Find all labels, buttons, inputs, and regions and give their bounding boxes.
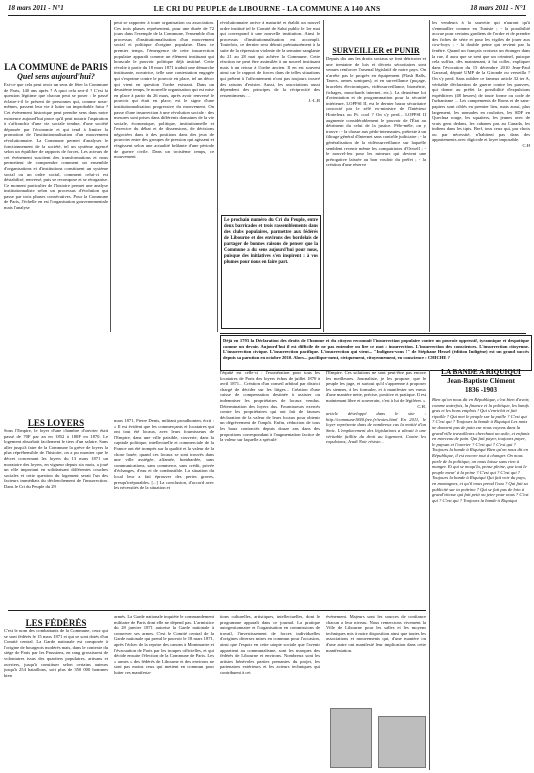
article-body: l'Empire. Ces solutions ne sont peut-être pas encore les meilleures. Journaliste, je les propose, que le peuple les juge, et surtout qu'il s'apprenne à proposer les siennes, à les formuler, et à manifester ses vœux d'une manière nette, précise, positive et pratique. Il est maintenant libre et souverain, c'est à lui de légiférer. » — [326, 370, 426, 403]
article-body: tions culturelles, artistiques, intellectuelles, dont le programme apparaît dans ce journal. La pratique autogestionnaire et l'organisation en commissions de travail, l'investissement de forces individuelles d'origines diverses mises en commun pour l'occasion, ainsi que l'espoir en cette utopie sociale que l'avenir appartient au communalisme, sont les marques des fédérés de Libourne et environs. Nombreux sont les artistes bénévoles parties prenantes du projet, les partenaires extérieurs et les acteurs techniques qui contribuent à cet — [220, 614, 320, 675]
poem-bande-riquiqui — [432, 368, 530, 772]
article-federes-col3 — [220, 614, 320, 770]
article-signature: C.H — [522, 143, 530, 149]
article-surveiller-punir — [326, 46, 426, 332]
article-loyers-col2 — [114, 418, 214, 608]
article-body: Depuis dix ans les droits sociaux se font détricoter et une trentaine de lois et décrets sécuritaires sont venues renforcer l'arsenal législatif de notre pays. On n'arrête pas le progrès en équipement (Flash Balls, Tasers, armes soniques), et en surveillance (puçage, bracelets électroniques, vidéosurveillance, biométrie, fichages, mouchards internet, etc.). La deuxième loi d'orientation et de programmation pour la sécurité intérieure, LOPPSI II, est le dernier bazar sécuritaire concocté par le zélé ex-ministre de l'Intérieur Hortefeux ou Pt. cool ? On s'y perd... LOPPSI II augmente considérablement le pouvoir de l'État au détriment du celui de la justice. Pêle-mêle, on y trouve : - la chasse aux pédo-internautes, prétexte à un filtrage général d'Internet sans contrôle judiciaire ; - la généralisation de la vidéosurveillance sur laquelle semblent revenir même les compatriotes d'Orwell ; - le nouvel-feu pour les mineurs qui devient une prérogative laissée au bon vouloir du préfet ; - la création d'une réserve — [326, 56, 426, 168]
portrait-photo — [330, 708, 372, 768]
article-body: les vendeurs à la sauvette qui n'auront qu'à s'emmailler comme en Tunisie ; - la possibilité accrue pour certains gardiens de l'ordre et de prendre des fiches de série et pour les vigiles de jouer aux cow-boys ; - la double peine qui revient par la fenêtre. Quand un français croisera un étranger dans la rue, il aura que se sent que un criminel, puisque cela suffira, dès maintenant, à lui coller, expliquer dans l'évocation du 15 décembre 2010 Jean-Paul Garraud, député UMP de la Gironde ou verseilla ? On s'y perd. Sans oublier ce fameux article 32 ter A, véritable déclaration de guerre contre les pauvres, qui donne au préfet la possibilité d'expulsions expéditives (48 heures) de toute forme ou code de l'urbanisme ... Les campements de Roms et de sans-papiers sont ciblés en premier lieu, mais aussi, plus largement, les nomades en roulottes, les SDF en Quechua rouge, les squatters, les jeunes avec de vrais gens dedans, les cabanes pas au Canada, les indiens dans les tipis. Bref, tous ceux qui, par choix ou par nécessité, n'habitent pas dans des appartements avec digicode et loyer imposable. — [432, 20, 530, 143]
article-subtitle: Quel sens aujourd'hui? — [17, 72, 95, 81]
article-body: Sous l'Empire, le loyer d'une chambre d'ouvrier était passé de 70F par an en 1852 à 180F en 1870. Le logement absorbait facilement le tiers d'un salaire. Sans aller jusqu'à faire de la Commune la grève de loyers la plus répréhensible de l'histoire, on a pu montrer que le décret concernant les loyers du 13 mars 1871 un moratoire des loyers, en vigueur depuis six mois, a joué un rôle important en solidarisant différentes couches sociales et cette question du logement serait l'un des facteurs immédiats du déclenchement de l'insurrection. Dans le Cri du Peuple du 29 — [4, 428, 108, 489]
article-signature: C.H. — [417, 403, 426, 409]
article-loyers — [4, 418, 108, 608]
article-title: LES LOYERS — [27, 418, 85, 428]
article-loyers-col4 — [326, 370, 426, 608]
article-title: SURVEILLER et PUNIR — [332, 46, 420, 55]
article-body: Est-ce que cela peut avoir un sens de fêter la Commune de Paris, 140 ans après ? A quoi cela sert-il ? C'est la question légitime que chacun peut se poser : le passé éclaire-t-il le présent de personnes qui, comme nous-mêmes, passent leur vie à lutter un improbable futur ? Cet événement historique peut prendre sens dans notre existence aujourd'hui parce qu'il peut nourrir l'aspiration à s'affranchir d'une vie sociale tendue, d'une société dépassée par l'économie et qui tend à limiter la promotion de l'institutionnalisation d'un mouvement révolutionnaire. La Commune permet d'analyser le fonctionnement de la société, tel un système agencé selon un équilibre de rapports de forces. Les acteurs de cet événement suscitent des transformations et nous permettent de comprendre comment un ensemble d'organisations et d'institutions constituent un système social ou un ordre social, comment celui-ci est déstabilisé, renversé, puis se recompose et se réorganise. Ce moment particulier de l'histoire permet une analyse institutionnaliste selon un processus d'évolution qui passe par trois phases consécutives. Pour la Commune de Paris, l'échelle en est l'organisation gouvernementale mais l'analyse — [4, 82, 108, 211]
poem-text: Bien qu'on nous dit en République, c'est bien d'avoir, comme autrefois, la finance et la politique, les bœufs gras et les bons emplois ! Qui s'enrichit et fait ripaille ? Qui met le peuple sur la paille ? C'est qui ? C'est qui ? Toujours la bande à Riquiqui Les mots ne donnent pas de pain car nous voyons dans la grand'ville travailleurs cherchant un asile, et enfants en morceau de pain. Qui fait payer, toujours payer, le paysan et l'ouvrier ? C'est qui ? C'est qui ? Toujours la bande à Riquiqui Bien qu'on nous dit en République, il est encore tout à changer. On nous parle de la politique, on nous laisse sans rien à manger. Et qui se moqu'la, pense pleine, que tout le peuple meur' à la peine ? C'est qui ? C'est qui ? Toujours la bande à Riquiqui Qui fait voir du pays, en montagnes, et qu'il nous prend l'eau ? Qui fait sa publicité sur ta poitrine ? Qui se fait pas de loin à grand'vitesse qui fait petit ou jeter pour nous ? C'est qui ? C'est qui ? Toujours la bande à Riquiqui — [432, 397, 530, 503]
article-body: C'est le nom des combattants de la Commune, ceux qui se sont fédérés le 15 mars 1871 et qui se sont dotés d'un Comité central. La Garde nationale est composée à l'origine de bourgeois modérés mais, dans le contexte du siège de Paris par les Prussiens, en rang grossissent de volontaires issus des quartiers populaires, artisans et ouvriers, jusqu'à constituer selon certains auteurs jusqu'à 254 bataillons, soit plus de 350 000 hommes bien — [4, 628, 108, 678]
article-body: événement. Majeurs sont les sources de confiance chacun a leur niveau. Nous remercions vivement la Ville de Libourne pour les salles et les moyens techniques mis à notre disposition ainsi que toutes les associations et mouvements qui, d'une manière ou d'une autre ont manifesté leur implication dans cette manifestation. — [326, 614, 426, 653]
article-federes-col2 — [114, 614, 214, 770]
article-body: armés. La Garde nationale inquiète le commandement militaire de Paris dont elle ne dépend pas. L'armistice du 28 janvier 1871 autorise la Garde nationale à conserver ses armes. C'est le Comité central de la Garde nationale qui prend le pouvoir le 18 mars 1871, après l'échec de la reprise des canons à Montmartre et l'évacuation de Paris par les troupes officielles, et qui décide ensuite l'élection de la Commune de Paris. Les « armes » des fédérés de Libourne et des environs ne sont pas moins ceux qui mettent en commun pour lutter ces manifesta- — [114, 614, 214, 675]
banner-text: Déjà en 1793 la Déclaration des droits de l'homme et du citoyen reconnaît l'insurrection populaire contre un pouvoir oppressif, tyrannique et despotique comme un devoir. Aujourd'hui il est difficile de ne pas entendre ou lire ce mot : insurrection. L'insurrection des consciences. L'insurrection citoyenne. L'insurrection civique. L'insurrection pacifique. L'insurrection qui vient... "Indignez-vous !" de Stéphane Hessel (édition Indigène) est un grand succès depuis sa parution en octobre 2010. Alors... pacifique-ment, civiquement, citoyennement, en conscience : CHICHE ? — [223, 338, 529, 360]
article-loyers-col3 — [220, 370, 320, 608]
column-divider — [429, 370, 430, 770]
article-body: mars 1871, Pierre Denis, militant proudhonien, écrit : « Il est évident que les commerçants et locataires qui ont tout été locaux, avec leurs fournisseurs de l'Empire, dans une ville paisible, couverte, dans la capitale politique, intellectuelle et commerciale de la France ont été trompés sur la qualité et la valeur de la chose louée, quand ces locaux se sont trouvés dans une ville assiégée, affamée, bombardée, sans communications, sans commerce, sans crédit, privée d'échanges, d'eau et de combustible. La situation du local leur a fait éprouver des pertes graves, presqu'irréparables. [...] La conclusion, d'accord avec les nécessités de la situation et — [114, 418, 214, 491]
article-title: LA COMMUNE de PARIS — [4, 62, 108, 72]
banner-rule — [220, 333, 526, 334]
newspaper-title: LE CRI DU PEUPLE de LIBOURNE - LA COMMUNE A 140 ANS — [153, 4, 381, 13]
poem-title: LA BANDE A RIQUIQUI — [441, 368, 521, 376]
header-date-right: 18 mars 2011 - N°1 — [470, 4, 526, 12]
header-rule — [8, 15, 526, 16]
article-body: peut se rapporter à toute organisation ou association. Ces trois phases représentent, pour une durée de 72 jours dans l'exemple de la Commune, l'ensemble d'un processus d'institutionnalisation d'un mouvement social et politique d'origine populaire. Dans ce premier temps, l'émergence de cette insurrection populaire apparaît comme un élément instituant qui bouscule le pouvoir politique déjà institué. Cette révolte à partir du 18 mars 1871 traduit une démarche instituante, novatrice, telle une contestation engagée qui s'exprime contre le pouvoir en place, tel un décor qui vient en question l'ordre existant. Dans un deuxième temps, le nouvelle organisation qui est mise en place à partir du 26 mars, après avoir renversé le pouvoir qui était en place, est le signe d'une institutionnalisation progressive du mouvement. On passe d'une insurrection à une révolution sociale : des mesures sont prises dans différents domaines de la vie sociale, économique, politique, institutionnelle et l'exercice du débat et de dissensions, de décisions négociées dans à des positions dans des jeux de pouvoirs entre des groupes de pression qui agissent et réagissent selon une actualité brûlante d'une période de guerre civile. Dans un troisième temps, ce mouvement — [114, 20, 214, 160]
column-divider — [110, 20, 111, 332]
call-for-contributions-box — [221, 215, 321, 329]
article-body: révolutionnaire arrive à maturité et établit un nouvel ordre institué tel le Comité de Salut public le 1er mai qui correspond à une nouvelle institution. Ainsi le processus d'institutionnalisation est accompli. Toutefois, ce dernier sera détruit prématurément à la suite de la répression violente de la semaine sanglante du 21 au 28 mai qui achève la Commune. Cette réaction ne peut être assimilée à un nouvel instituant mais à un retour à l'ordre ancien. Il en est souvent ainsi car le rapport de forces dans de telles situations qui prêtent à l'affrontement n'ont pas toujours trouvé des raisons d'exister. Aussi, les associations aussi dépendent des principes de la réciprocité des ressentiments … — [220, 20, 320, 98]
article-commune-continued — [114, 20, 214, 332]
poem-author: Jean-Baptiste Clément — [447, 377, 515, 385]
article-title: LES FÉDÉRÉS — [25, 618, 87, 628]
column-divider — [217, 20, 218, 332]
header-date-left: 18 mars 2011 - N°1 — [8, 4, 64, 12]
article-body: l'équité est celle-ci : l'exonération pour tous les locataires de Paris des loyers échus de juillet 1870 à avril 1871... Création d'un conseil arbitral par district chargé de décider sur les litiges... Création d'une caisse de compensation destinée à assister ou indemniser les propriétaires de locaux vendus. Détermination des loyers dus. Fournisseurs exercés contre les propriétaires qui ont fait de fausses déclaration de la valeur de leurs locaux pour obtenir un dégrèvement de l'impôt. Enfin, réduction de tous les baux contractés depuis douze ans dans des proportions correspondant à l'augmentation factice de la valeur sur laquelle a spéculé — [220, 370, 320, 443]
article-signature: J.-L.B — [308, 98, 320, 104]
article-note: article développé dans le site : http://commune1840.free.fr/textes.html En 2011, le loyer représente dans de nombreux cas la moitié d'un Smic. L'emplacement des législations a abouti à une véritable faillite du droit au logement. Contre les expulsions, Jeudi Noir résiste... — [326, 411, 426, 445]
column-divider — [429, 20, 430, 332]
article-federes — [4, 618, 108, 770]
article-federes-col4 — [326, 614, 426, 704]
column-divider — [323, 20, 324, 332]
portrait-photo — [378, 716, 426, 768]
article-commune-de-paris — [4, 62, 108, 330]
article-commune-end — [220, 20, 320, 210]
box-text: Le prochain numéro du Cri du Peuple, entre deux barricades et trois rassemblements dans des clubs populaires, parmettre aux fédérés de Libourne et des environs des bordelais de partager de bonnes raisons de penser que la Commune a du sens aujourd'hui pour nous, puisque des initiatives s'en inspirent : à vos plumes pour nous en faire part. — [224, 218, 318, 265]
section-rule — [8, 610, 426, 611]
poem-author-years: 1836 -1903 — [464, 386, 498, 394]
article-surveiller-continued — [432, 20, 530, 332]
insurrection-banner — [220, 335, 532, 371]
